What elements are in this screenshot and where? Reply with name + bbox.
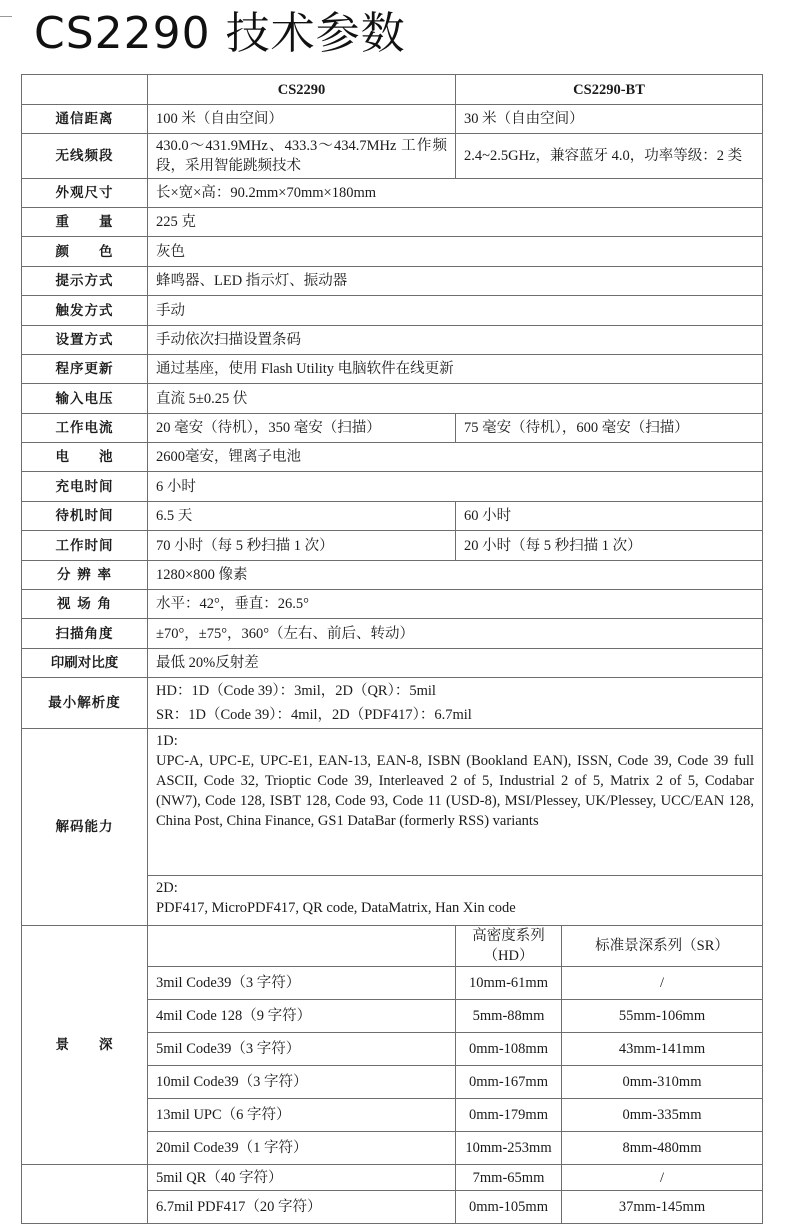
row-label: 电 池	[22, 443, 148, 472]
decode-2d-title: 2D:	[156, 880, 178, 896]
table-row	[22, 443, 763, 472]
dof-sr: 0mm-335mm	[562, 1099, 763, 1132]
table-row	[22, 105, 763, 134]
row-label: 充电时间	[22, 472, 148, 502]
table-row	[22, 561, 763, 590]
row-label: 景 深	[22, 926, 148, 1165]
decode-1d-row	[22, 729, 763, 876]
dof-code: 5mil QR（40 字符）	[148, 1165, 456, 1191]
row-label: 设置方式	[22, 326, 148, 355]
table-row	[22, 414, 763, 443]
bt-value: 20 小时（每 5 秒扫描 1 次）	[456, 531, 763, 561]
row-value: 水平：42°，垂直：26.5°	[148, 590, 763, 619]
dof-hd: 0mm-108mm	[456, 1033, 562, 1066]
row-label: 工作电流	[22, 414, 148, 443]
decode-1d-cell	[148, 729, 763, 876]
min-resolution-hd: HD：1D（Code 39）：3mil，2D（QR）：5mil	[156, 683, 436, 699]
decode-1d-list: UPC-A, UPC-E, UPC-E1, EAN-13, EAN-8, ISBN (Bookland EAN), ISSN, Code 39, Code 39 full ASCII, Code 32, Trioptic Code 39, Interleaved 2 of 5, Industrial 2 of 5, Matrix 2 of 5, Codabar (NW7), Code 128, ISBT 128, Code 93, Code 11 (USD-8), MSI/Plessey, UK/Plessey, UCC/EAN 128, China Post, China Finance, GS1 DataBar (formerly RSS) variants	[156, 753, 755, 829]
dof-sr: 0mm-310mm	[562, 1066, 763, 1099]
row-label: 触发方式	[22, 296, 148, 326]
cs2290-value: 20 毫安（待机），350 毫安（扫描）	[148, 414, 456, 443]
dof-header-row	[22, 926, 763, 967]
header-cs2290-bt: CS2290-BT	[456, 75, 763, 105]
min-resolution-sr: SR：1D（Code 39）：4mil，2D（PDF417）：6.7mil	[156, 707, 472, 723]
dof-code: 13mil UPC（6 字符）	[148, 1099, 456, 1132]
dof-code: 5mil Code39（3 字符）	[148, 1033, 456, 1066]
table-row	[22, 267, 763, 296]
dof-code: 20mil Code39（1 字符）	[148, 1132, 456, 1165]
dof-hd: 10mm-61mm	[456, 967, 562, 1000]
dof-header-sr: 标准景深系列（SR）	[562, 926, 763, 967]
table-row	[22, 472, 763, 502]
dof-code: 10mil Code39（3 字符）	[148, 1066, 456, 1099]
table-row	[22, 326, 763, 355]
row-value: 长×宽×高：90.2mm×70mm×180mm	[148, 179, 763, 208]
table-row	[22, 502, 763, 531]
dof-hd: 7mm-65mm	[456, 1165, 562, 1191]
dof-code: 3mil Code39（3 字符）	[148, 967, 456, 1000]
cs2290-value: 100 米（自由空间）	[148, 105, 456, 134]
row-label: 外观尺寸	[22, 179, 148, 208]
table-row	[22, 179, 763, 208]
dof-code: 4mil Code 128（9 字符）	[148, 1000, 456, 1033]
table-row	[22, 296, 763, 326]
row-value: 1280×800 像素	[148, 561, 763, 590]
row-label: 无线频段	[22, 134, 148, 179]
row-label: 解码能力	[22, 729, 148, 926]
row-value: 灰色	[148, 237, 763, 267]
row-value: ±70°，±75°，360°（左右、前后、转动）	[148, 619, 763, 649]
bt-value: 75 毫安（待机），600 毫安（扫描）	[456, 414, 763, 443]
dof-2d-label	[22, 1165, 148, 1224]
table-row	[22, 590, 763, 619]
dof-2d-row	[22, 1165, 763, 1191]
row-label: 印刷对比度	[22, 649, 148, 678]
row-label: 工作时间	[22, 531, 148, 561]
min-resolution-value	[148, 678, 763, 729]
row-value: 通过基座，使用 Flash Utility 电脑软件在线更新	[148, 355, 763, 384]
dof-sr: 37mm-145mm	[562, 1191, 763, 1224]
row-value: 手动依次扫描设置条码	[148, 326, 763, 355]
row-label: 程序更新	[22, 355, 148, 384]
row-label: 分 辨 率	[22, 561, 148, 590]
table-row	[22, 531, 763, 561]
row-value: 最低 20%反射差	[148, 649, 763, 678]
dof-hd: 0mm-105mm	[456, 1191, 562, 1224]
dof-sr: /	[562, 1165, 763, 1191]
cs2290-value: 70 小时（每 5 秒扫描 1 次）	[148, 531, 456, 561]
row-label: 通信距离	[22, 105, 148, 134]
decode-2d-cell	[148, 876, 763, 926]
row-value: 蜂鸣器、LED 指示灯、振动器	[148, 267, 763, 296]
dof-code: 6.7mil PDF417（20 字符）	[148, 1191, 456, 1224]
dof-sr: /	[562, 967, 763, 1000]
dof-hd: 5mm-88mm	[456, 1000, 562, 1033]
edge-mark	[0, 16, 12, 17]
table-row	[22, 355, 763, 384]
table-row	[22, 649, 763, 678]
bt-value: 2.4~2.5GHz，兼容蓝牙 4.0，功率等级：2 类	[456, 134, 763, 179]
dof-sr: 8mm-480mm	[562, 1132, 763, 1165]
row-label: 视 场 角	[22, 590, 148, 619]
table-row	[22, 619, 763, 649]
spec-table	[21, 74, 763, 1224]
bt-value: 60 小时	[456, 502, 763, 531]
row-value: 直流 5±0.25 伏	[148, 384, 763, 414]
dof-hd: 10mm-253mm	[456, 1132, 562, 1165]
row-value: 手动	[148, 296, 763, 326]
table-header-row	[22, 75, 763, 105]
header-empty-cell	[22, 75, 148, 105]
row-label: 扫描角度	[22, 619, 148, 649]
row-label: 提示方式	[22, 267, 148, 296]
table-row	[22, 134, 763, 179]
row-label: 待机时间	[22, 502, 148, 531]
row-value: 2600毫安，锂离子电池	[148, 443, 763, 472]
decode-2d-list: PDF417, MicroPDF417, QR code, DataMatrix, Han Xin code	[156, 900, 516, 916]
dof-hd: 0mm-179mm	[456, 1099, 562, 1132]
row-label: 颜 色	[22, 237, 148, 267]
row-value: 6 小时	[148, 472, 763, 502]
row-label: 重 量	[22, 208, 148, 237]
row-label: 最小解析度	[22, 678, 148, 729]
dof-header-hd: 高密度系列（HD）	[456, 926, 562, 967]
dof-sr: 55mm-106mm	[562, 1000, 763, 1033]
dof-hd: 0mm-167mm	[456, 1066, 562, 1099]
cs2290-value: 6.5 天	[148, 502, 456, 531]
min-resolution-row	[22, 678, 763, 729]
dof-header-empty	[148, 926, 456, 967]
cs2290-value: 430.0～431.9MHz、433.3～434.7MHz 工作频段，采用智能跳频技术	[148, 134, 456, 179]
row-label: 输入电压	[22, 384, 148, 414]
table-row	[22, 237, 763, 267]
table-row	[22, 384, 763, 414]
page-title: CS2290 技术参数	[34, 8, 406, 59]
decode-1d-title: 1D:	[156, 733, 178, 749]
row-value: 225 克	[148, 208, 763, 237]
table-row	[22, 208, 763, 237]
header-cs2290: CS2290	[148, 75, 456, 105]
dof-sr: 43mm-141mm	[562, 1033, 763, 1066]
bt-value: 30 米（自由空间）	[456, 105, 763, 134]
